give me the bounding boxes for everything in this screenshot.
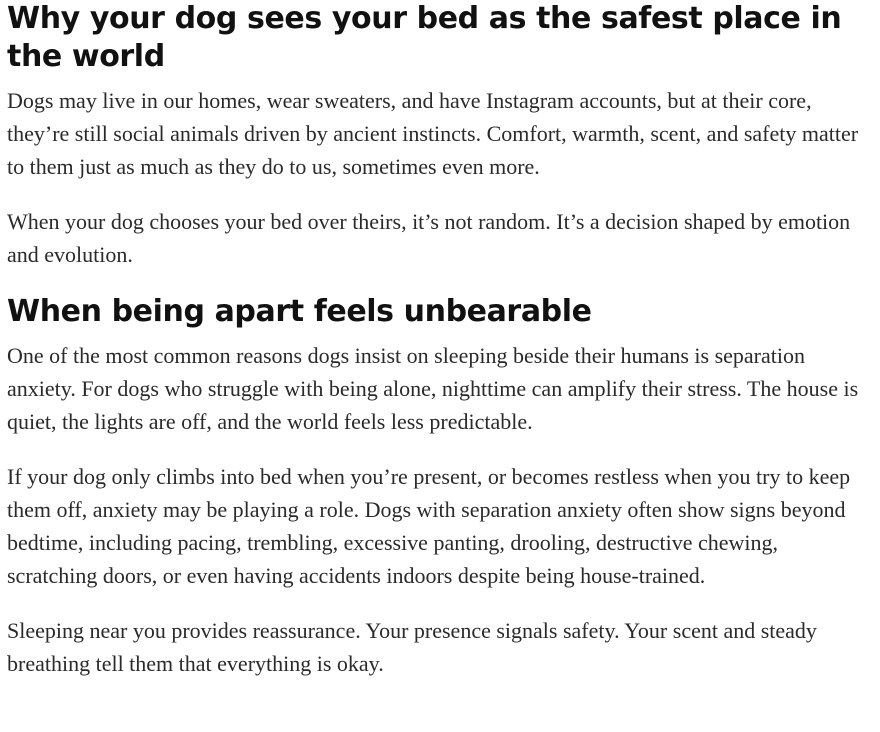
section-heading-safest-place: Why your dog sees your bed as the safest place in the world [7, 1, 842, 74]
paragraph-anxiety-signs: If your dog only climbs into bed when you’re present, or becomes restless when you try to keep them off, anxiety may be playing a role. Dogs with separation anxiety often show signs beyond bedtime, including pacing, trembling, excessive panting, drooling, destructive chewing, scratching doors, or even having accidents indoors despite being house-trained. [7, 464, 851, 588]
paragraph-separation-anxiety: One of the most common reasons dogs insist on sleeping beside their humans is separation anxiety. For dogs who struggle with being alone, nighttime can amplify their stress. The house is quiet, the lights are off, and the world feels less predictable. [7, 343, 859, 434]
paragraph-reassurance: Sleeping near you provides reassurance. Your presence signals safety. Your scent and steady breathing tell them that everything is okay. [7, 618, 817, 676]
section-heading-being-apart: When being apart feels unbearable [7, 294, 592, 329]
paragraph-social-instincts: Dogs may live in our homes, wear sweaters, and have Instagram accounts, but at their core, they’re still social animals driven by ancient instincts. Comfort, warmth, scent, and safety matter to them just as much as they do to us, sometimes even more. [7, 88, 859, 179]
article-body [7, 0, 873, 680]
paragraph-bed-choice: When your dog chooses your bed over theirs, it’s not random. It’s a decision shaped by emotion and evolution. [7, 209, 851, 267]
